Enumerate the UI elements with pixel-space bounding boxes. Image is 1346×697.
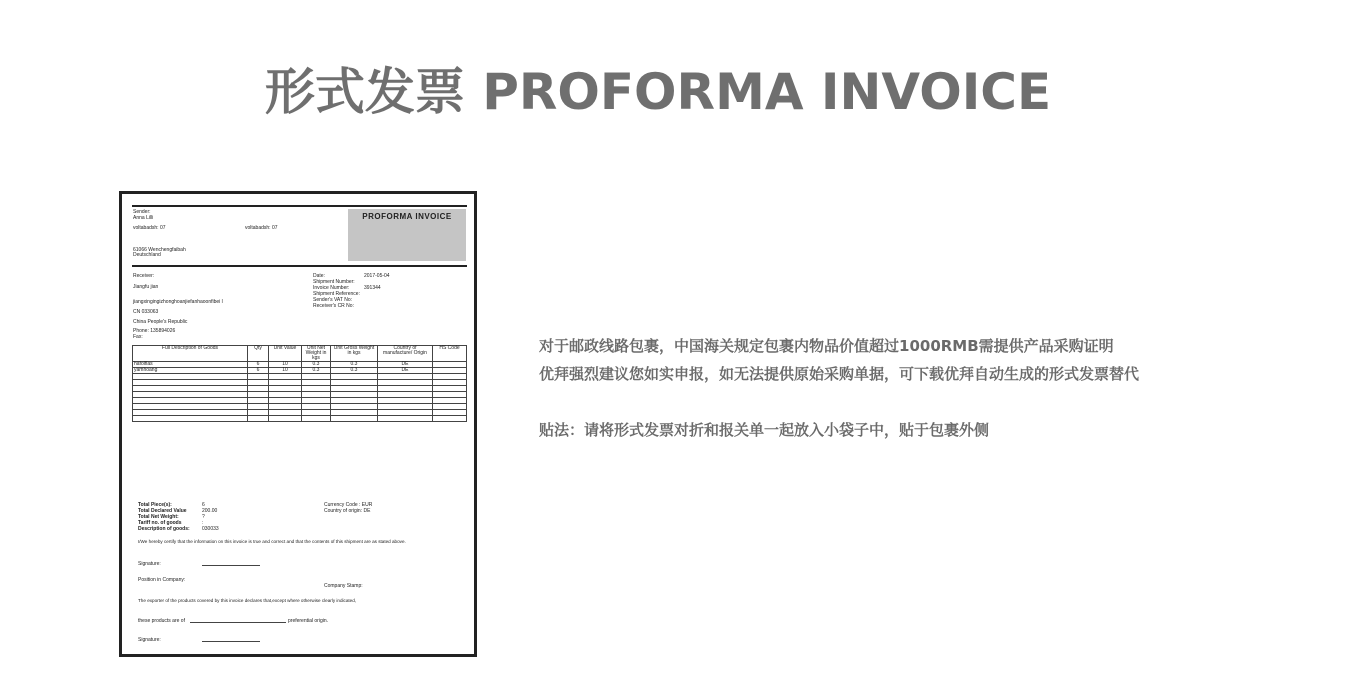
sender-phone-left: voltabadsh: 07 [133, 225, 166, 231]
declaration-text: I/We hereby certify that the information on this invoice is true and correct and that the contents of this shipment are as stated above. [138, 539, 406, 544]
total-net-value: ? [202, 514, 205, 520]
row-qty: 6 [248, 362, 269, 368]
sender-phone-right: voltabadsh: 07 [245, 225, 278, 231]
tariff-value: : [202, 520, 204, 526]
invoice-number-value: 391344 [364, 285, 381, 291]
col-unit-value: Unit Value [269, 346, 302, 362]
description-value: 030033 [202, 526, 219, 532]
total-declared-label: Total Declared Value [138, 508, 187, 514]
date-value: 2017-05-04 [364, 273, 390, 279]
section-rule [132, 265, 467, 267]
receiver-country: China People's Republic [133, 319, 188, 325]
shipment-reference-label: Shipment Reference: [313, 291, 360, 297]
row-description: hafolflas [133, 362, 248, 368]
signature-label: Signature: [138, 561, 161, 567]
col-qty: Qty [248, 346, 269, 362]
company-stamp-label: Company Stamp: [324, 583, 363, 589]
exporter-text: The exporter of the products covered by this invoice declares that,except where otherwise clearly indicated, [138, 598, 357, 603]
row-gross-weight: 0.3 [331, 368, 378, 374]
col-origin: Country of manufacture/ Origin [378, 346, 433, 362]
signature-line-2 [202, 641, 260, 642]
total-pieces-value: 6 [202, 502, 205, 508]
proforma-invoice-image [119, 191, 477, 657]
receiver-label: Receiver: [133, 273, 155, 279]
receiver-fax: Fax: [133, 334, 143, 340]
col-description: Full Description of Goods [133, 346, 248, 362]
signature-label-2: Signature: [138, 637, 161, 643]
col-net-weight: Unit Net Weight in kgs [302, 346, 331, 362]
invoice-title-box [348, 209, 466, 261]
row-unit-value: 10 [269, 362, 302, 368]
col-gross-weight: Unit Gross Weight in kgs [331, 346, 378, 362]
row-origin: DE [378, 362, 433, 368]
description-line-3: 贴法：请将形式发票对折和报关单一起放入小袋子中，贴于包裹外侧 [539, 421, 990, 439]
table-row-empty [133, 416, 467, 422]
position-label: Position in Company: [138, 577, 186, 583]
total-declared-value: 200.00 [202, 508, 218, 514]
col-hs-code: HS Code [433, 346, 467, 362]
total-net-label: Total Net Weight: [138, 514, 179, 520]
sender-city: 61066 Wenchengfaibah [133, 247, 186, 253]
receiver-postcode: CN 033063 [133, 309, 159, 315]
description-spacer [539, 388, 1299, 416]
sender-country: Deutschland [133, 252, 161, 258]
row-description: yamhoang [133, 368, 248, 374]
row-qty: 6 [248, 368, 269, 374]
receiver-cr-label: Receiver's CR No: [313, 303, 354, 309]
signature-line [202, 565, 260, 566]
invoice-heading: PROFORMA INVOICE [362, 212, 452, 221]
description-block [539, 332, 1299, 444]
description-label: Description of goods: [138, 526, 190, 532]
row-origin: DE [378, 368, 433, 374]
currency-label: Currency Code : EUR [324, 502, 373, 508]
receiver-phone: Phone: 135894026 [133, 328, 176, 334]
row-gross-weight: 0.3 [331, 362, 378, 368]
tariff-label: Tariff no. of goods [138, 520, 182, 526]
row-unit-value: 10 [269, 368, 302, 374]
goods-table-header [133, 346, 467, 362]
sender-label: Sender: [133, 209, 151, 215]
date-label: Date: [313, 273, 325, 279]
row-net-weight: 0.3 [302, 362, 331, 368]
row-net-weight: 0.3 [302, 368, 331, 374]
invoice-number-label: Invoice Number: [313, 285, 350, 291]
receiver-name: Jiangfu jian [133, 284, 159, 290]
products-text-b: preferential origin. [288, 618, 329, 624]
page-title: 形式发票 PROFORMA INVOICE [264, 63, 1052, 121]
goods-table [132, 345, 467, 422]
description-line-2: 优拜强烈建议您如实申报，如无法提供原始采购单据，可下载优拜自动生成的形式发票替代 [539, 365, 1140, 383]
header-rule [132, 205, 467, 207]
total-pieces-label: Total Piece(s): [138, 502, 172, 508]
sender-vat-label: Sender's VAT No: [313, 297, 353, 303]
receiver-address: jiangxingingizhonghoanjiefanhaoonfibei l [133, 299, 223, 305]
shipment-number-label: Shipment Number: [313, 279, 355, 285]
origin-line [190, 622, 286, 623]
products-text-a: these products are of [138, 618, 185, 624]
origin-label: Country of origin: DE [324, 508, 371, 514]
sender-name: Anna Lilli [133, 215, 154, 221]
description-line-1: 对于邮政线路包裹，中国海关规定包裹内物品价值超过1000RMB需提供产品采购证明 [539, 337, 1114, 355]
